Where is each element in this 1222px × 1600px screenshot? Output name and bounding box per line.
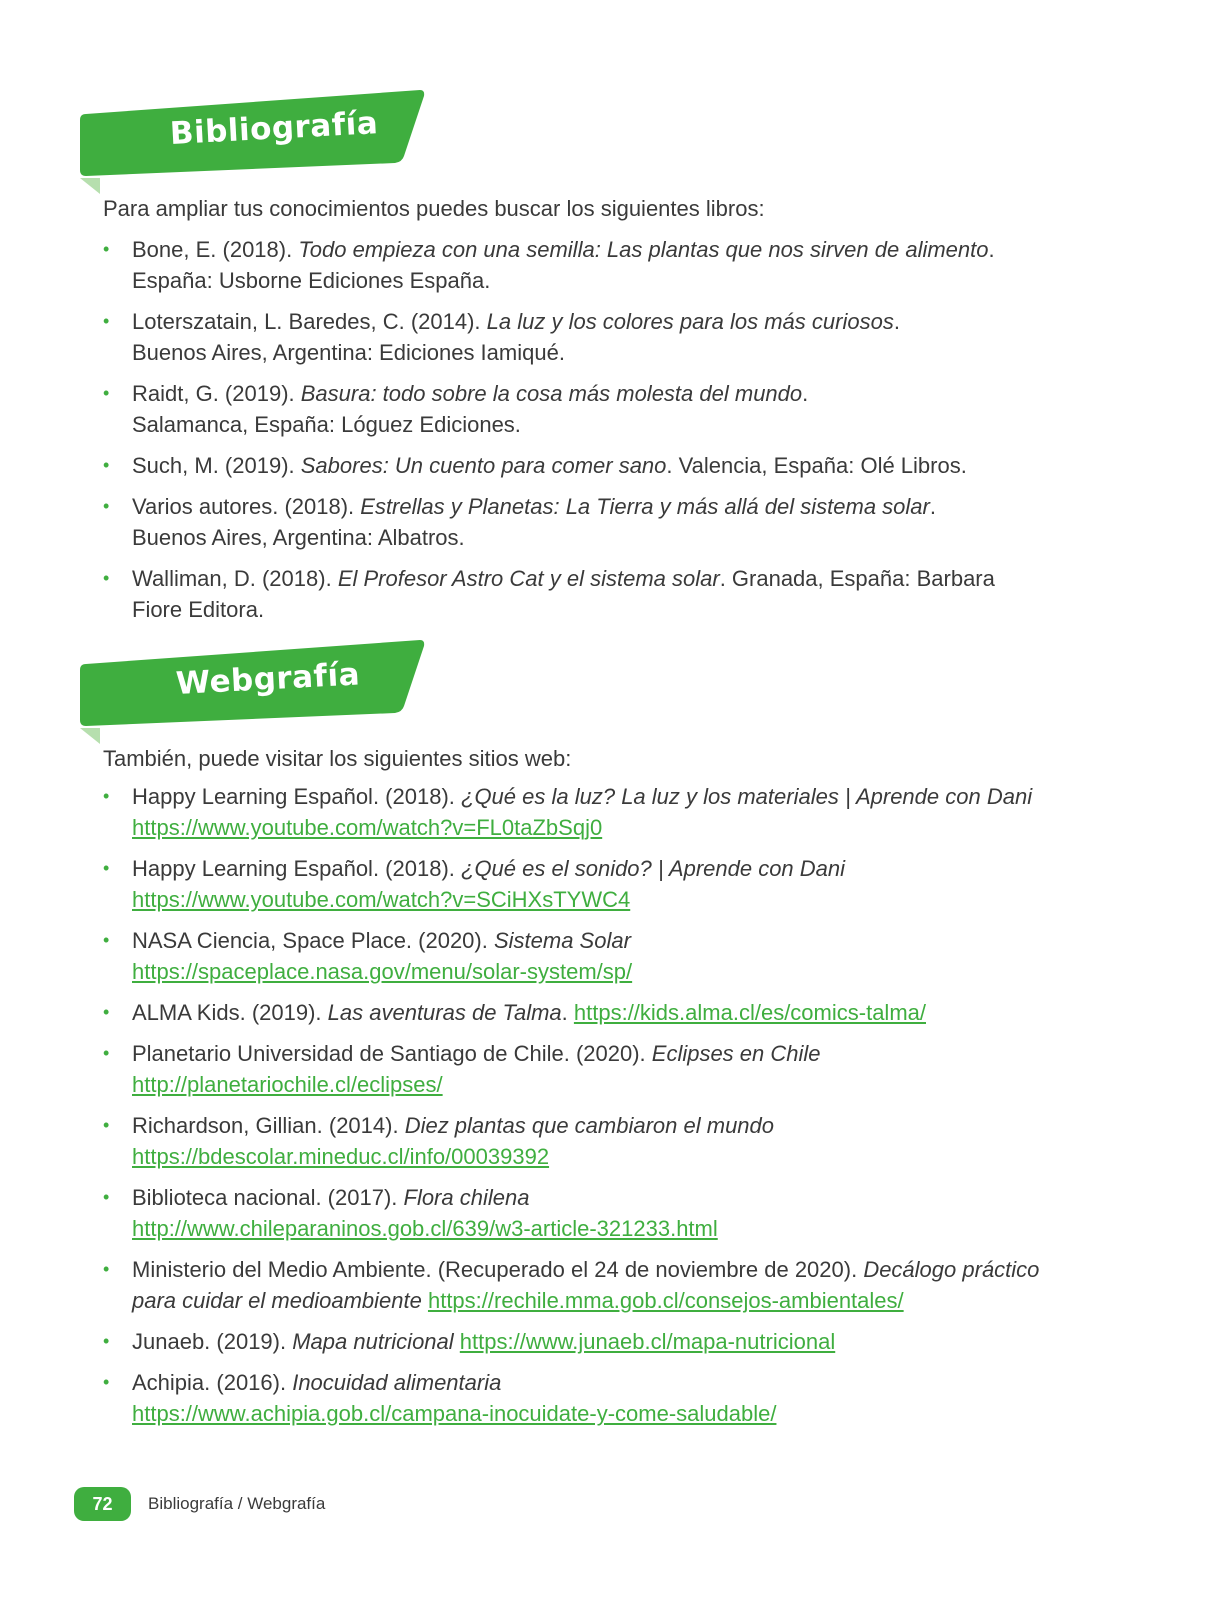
reference-publisher: . (802, 381, 809, 406)
list-item (103, 234, 1103, 296)
reference-link[interactable]: http://www.chileparaninos.gob.cl/639/w3-article-321233.html (132, 1216, 718, 1241)
reference-author: Raidt, G. (2019). (132, 381, 301, 406)
reference-author: Loterszatain, L. Baredes, C. (2014). (132, 309, 487, 334)
reference-title: Decálogo práctico (863, 1257, 1040, 1282)
bullet-icon: • (103, 930, 110, 950)
bullet-icon: • (103, 455, 110, 475)
reference-publisher: . (929, 494, 936, 519)
reference-title: Eclipses en Chile (651, 1041, 821, 1066)
bullet-icon: • (103, 568, 110, 588)
bullet-icon: • (103, 786, 110, 806)
reference-publisher-line: Buenos Aires, Argentina: Ediciones Iamiqué. (132, 340, 565, 365)
webgrafia-list (103, 781, 1103, 1439)
bullet-icon: • (103, 496, 110, 516)
page-number-badge: 72 (74, 1487, 131, 1521)
reference-title: ¿Qué es el sonido? | Aprende con Dani (461, 856, 846, 881)
bibliografia-intro: Para ampliar tus conocimientos puedes buscar los siguientes libros: (103, 196, 765, 221)
reference-title: Sistema Solar (493, 928, 631, 953)
reference-publisher-line: Fiore Editora. (132, 597, 265, 622)
reference-author: Walliman, D. (2018). (132, 566, 338, 591)
reference-publisher: . Valencia, España: Olé Libros. (666, 453, 967, 478)
section-title-webgrafia: Webgrafía (175, 656, 361, 702)
reference-author: Varios autores. (2018). (132, 494, 361, 519)
reference-author: Ministerio del Medio Ambiente. (Recuperado el 24 de noviembre de 2020). (132, 1257, 864, 1282)
list-item (103, 563, 1103, 625)
reference-link[interactable]: https://www.achipia.gob.cl/campana-inocuidate-y-come-saludable/ (132, 1401, 777, 1426)
footer-section-label: Bibliografía / Webgrafía (148, 1494, 326, 1513)
reference-title: La luz y los colores para los más curiosos (486, 309, 894, 334)
section-title-bibliografia: Bibliografía (169, 105, 380, 152)
bullet-icon: • (103, 1043, 110, 1063)
reference-link[interactable]: http://planetariochile.cl/eclipses/ (132, 1072, 443, 1097)
reference-link[interactable]: https://www.junaeb.cl/mapa-nutricional (459, 1329, 836, 1354)
list-item (103, 853, 1103, 915)
reference-publisher-line: Buenos Aires, Argentina: Albatros. (132, 525, 465, 550)
webgrafia-intro: También, puede visitar los siguientes sitios web: (103, 746, 572, 771)
list-item (103, 1110, 1103, 1172)
reference-link[interactable]: https://www.youtube.com/watch?v=FL0taZbSqj0 (132, 815, 603, 840)
list-item (103, 1326, 1103, 1357)
reference-title: Basura: todo sobre la cosa más molesta del mundo (300, 381, 803, 406)
list-item (103, 1367, 1103, 1429)
reference-author: Biblioteca nacional. (2017). (132, 1185, 404, 1210)
reference-title: Mapa nutricional (292, 1329, 454, 1354)
bullet-icon: • (103, 858, 110, 878)
bullet-icon: • (103, 311, 110, 331)
reference-title: Todo empieza con una semilla: Las plantas que nos sirven de alimento (298, 237, 989, 262)
bullet-icon: • (103, 383, 110, 403)
reference-author: Achipia. (2016). (132, 1370, 293, 1395)
bullet-icon: • (103, 1259, 110, 1279)
list-item (103, 1254, 1103, 1316)
bullet-icon: • (103, 1331, 110, 1351)
reference-title: ¿Qué es la luz? La luz y los materiales | Aprende con Dani (461, 784, 1033, 809)
reference-author: Such, M. (2019). (132, 453, 301, 478)
list-item: • ALMA Kids. (2019). Las aventuras de Talma. https://kids.alma.cl/es/comics-talma/ (103, 997, 1103, 1028)
bullet-icon: • (103, 1115, 110, 1135)
list-item (103, 491, 1103, 553)
bullet-icon: • (103, 1372, 110, 1392)
reference-title: Sabores: Un cuento para comer sano (300, 453, 667, 478)
webgrafia-banner (80, 640, 430, 736)
bibliografia-banner (80, 90, 430, 186)
reference-link[interactable]: https://rechile.mma.gob.cl/consejos-ambientales/ (427, 1288, 904, 1313)
reference-link[interactable]: https://spaceplace.nasa.gov/menu/solar-system/sp/ (132, 959, 633, 984)
reference-publisher: . (893, 309, 900, 334)
reference-publisher-line: España: Usborne Ediciones España. (132, 268, 491, 293)
list-item (103, 781, 1103, 843)
bibliografia-list (103, 234, 1103, 635)
reference-link[interactable]: https://bdescolar.mineduc.cl/info/00039392 (132, 1144, 550, 1169)
list-item (103, 450, 1103, 481)
bullet-icon: • (103, 239, 110, 259)
reference-title: Inocuidad alimentaria (292, 1370, 502, 1395)
reference-author: Junaeb. (2019). (132, 1329, 293, 1354)
reference-title: Flora chilena (403, 1185, 530, 1210)
list-item (103, 925, 1103, 987)
list-item (103, 1182, 1103, 1244)
list-item (103, 1038, 1103, 1100)
reference-author: ALMA Kids. (2019). (132, 1000, 328, 1025)
reference-link[interactable]: https://www.youtube.com/watch?v=SCiHXsTYWC4 (132, 887, 631, 912)
reference-publisher: . (988, 237, 995, 262)
reference-author: Happy Learning Español. (2018). (132, 784, 461, 809)
reference-title: El Profesor Astro Cat y el sistema solar (337, 566, 720, 591)
reference-publisher-line: Salamanca, España: Lóguez Ediciones. (132, 412, 521, 437)
reference-author: Planetario Universidad de Santiago de Chile. (2020). (132, 1041, 652, 1066)
reference-author: NASA Ciencia, Space Place. (2020). (132, 928, 494, 953)
bullet-icon: • (103, 1002, 110, 1022)
reference-author: Richardson, Gillian. (2014). (132, 1113, 405, 1138)
reference-title: Diez plantas que cambiaron el mundo (404, 1113, 775, 1138)
reference-title: Las aventuras de Talma (327, 1000, 562, 1025)
reference-title: Estrellas y Planetas: La Tierra y más allá del sistema solar (360, 494, 930, 519)
list-item (103, 306, 1103, 368)
reference-author: Bone, E. (2018). (132, 237, 299, 262)
reference-publisher: . Granada, España: Barbara (719, 566, 995, 591)
reference-link[interactable]: https://kids.alma.cl/es/comics-talma/ (573, 1000, 926, 1025)
reference-title-cont: para cuidar el medioambiente (132, 1288, 422, 1313)
bullet-icon: • (103, 1187, 110, 1207)
reference-author: Happy Learning Español. (2018). (132, 856, 461, 881)
list-item (103, 378, 1103, 440)
